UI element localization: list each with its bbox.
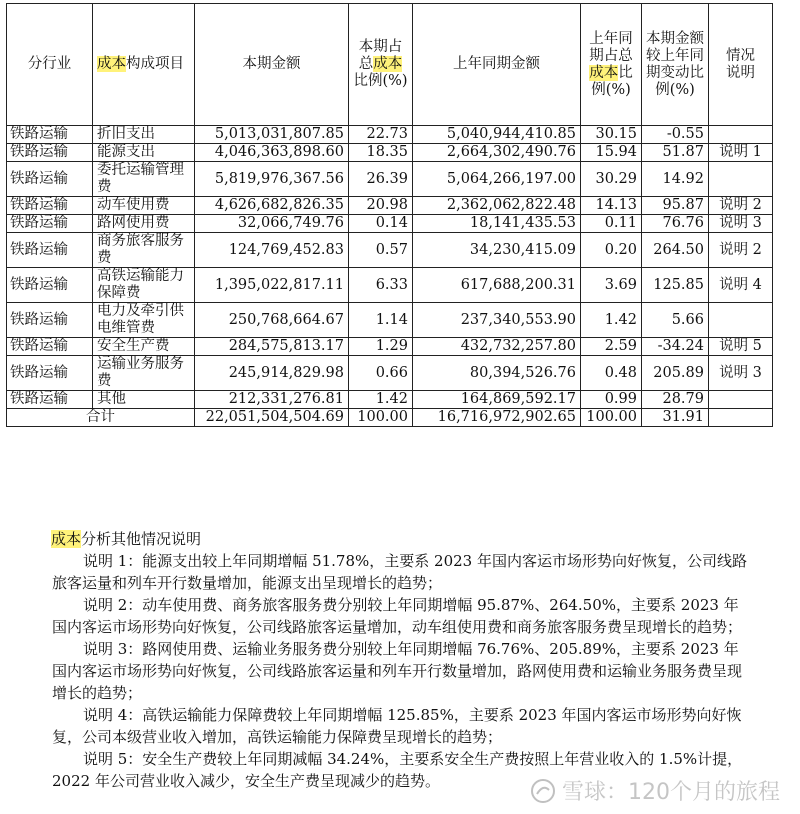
header-item: 成本构成项目 [93,4,195,126]
snowball-logo-icon [530,778,556,804]
cell-current-pct: 6.33 [349,268,413,303]
cell-prior-pct: 0.99 [581,391,642,409]
header-prior-pct: 上年同期占总成本比例(%) [581,4,642,126]
cell-current: 4,046,363,898.60 [195,144,349,162]
total-prior: 16,716,972,902.65 [413,409,581,427]
cell-item: 电力及牵引供电维管费 [93,303,195,338]
cell-current: 284,575,813.17 [195,338,349,356]
note-3: 说明 3：路网使用费、运输业务服务费分别较上年同期增幅 76.76%、205.89%，主要系 2023 年国内客运市场形势向好恢复，公司线路旅客运量和列车开行数量增加，路网使用费和运输业务服务费呈现增长的趋势； [52,640,743,702]
cell-change: 14.92 [642,162,709,197]
cell-prior: 34,230,415.09 [413,233,581,268]
total-change: 31.91 [642,409,709,427]
total-prior-pct: 100.00 [581,409,642,427]
cell-segment: 铁路运输 [7,126,93,144]
cell-segment: 铁路运输 [7,144,93,162]
note-4: 说明 4：高铁运输能力保障费较上年同期增幅 125.85%，主要系 2023 年国内客运市场形势向好恢复，公司本级营业收入增加，高铁运输能力保障费呈现增长的趋势； [52,706,742,746]
cell-current-pct: 20.98 [349,197,413,215]
cell-change: 51.87 [642,144,709,162]
note-5: 说明 5：安全生产费较上年同期减幅 34.24%，主要系安全生产费按照上年营业收入的 1.5%计提，2022 年公司营业收入减少，安全生产费呈现减少的趋势。 [52,750,743,790]
cell-current: 1,395,022,817.11 [195,268,349,303]
table-row [7,303,773,338]
cell-item: 商务旅客服务费 [93,233,195,268]
cell-current-pct: 1.14 [349,303,413,338]
cell-item: 高铁运输能力保障费 [93,268,195,303]
header-note: 情况说明 [709,4,773,126]
cell-note: 说明 5 [709,338,773,356]
cell-note: 说明 2 [709,197,773,215]
cell-change: 205.89 [642,356,709,391]
cell-prior: 18,141,435.53 [413,215,581,233]
cell-note [709,303,773,338]
cell-prior-pct: 30.15 [581,126,642,144]
cell-change: -34.24 [642,338,709,356]
table-row [7,126,773,144]
cell-prior: 617,688,200.31 [413,268,581,303]
cell-prior-pct: 0.20 [581,233,642,268]
table-row [7,144,773,162]
watermark-text: 雪球：120个月的旅程 [562,780,780,805]
header-current-pct: 本期占总成本比例(%) [349,4,413,126]
cell-segment: 铁路运输 [7,268,93,303]
cell-prior: 237,340,553.90 [413,303,581,338]
cell-prior-pct: 0.48 [581,356,642,391]
cell-current-pct: 1.42 [349,391,413,409]
cell-change: 76.76 [642,215,709,233]
cell-item: 其他 [93,391,195,409]
cell-current: 250,768,664.67 [195,303,349,338]
watermark [530,775,780,806]
table-row [7,356,773,391]
notes-title: 成本分析其他情况说明 [51,530,202,548]
cell-current-pct: 0.57 [349,233,413,268]
cell-note [709,126,773,144]
table-row [7,391,773,409]
table-total-row [7,409,773,427]
cell-change: 28.79 [642,391,709,409]
cell-prior: 5,040,944,410.85 [413,126,581,144]
table-row [7,215,773,233]
cell-segment: 铁路运输 [7,162,93,197]
table-row [7,233,773,268]
header-current: 本期金额 [195,4,349,126]
cell-change: 5.66 [642,303,709,338]
cell-segment: 铁路运输 [7,303,93,338]
total-note [709,409,773,427]
cell-current: 5,819,976,367.56 [195,162,349,197]
cell-segment: 铁路运输 [7,197,93,215]
header-segment: 分行业 [7,4,93,126]
cell-item: 安全生产费 [93,338,195,356]
cell-current-pct: 0.66 [349,356,413,391]
cell-note [709,391,773,409]
cell-prior-pct: 30.29 [581,162,642,197]
cell-note [709,162,773,197]
cell-current-pct: 0.14 [349,215,413,233]
table-row [7,197,773,215]
cell-change: -0.55 [642,126,709,144]
cell-change: 125.85 [642,268,709,303]
cell-segment: 铁路运输 [7,215,93,233]
cell-segment: 铁路运输 [7,233,93,268]
cell-item: 路网使用费 [93,215,195,233]
note-2: 说明 2：动车使用费、商务旅客服务费分别较上年同期增幅 95.87%、264.50%，主要系 2023 年国内客运市场形势向好恢复，公司线路旅客运量增加，动车组使用费和商务旅客服务费呈现增长的趋势； [52,596,743,636]
cell-prior: 2,664,302,490.76 [413,144,581,162]
cell-prior: 5,064,266,197.00 [413,162,581,197]
cell-segment: 铁路运输 [7,356,93,391]
cell-item: 折旧支出 [93,126,195,144]
cell-prior-pct: 1.42 [581,303,642,338]
cell-prior-pct: 15.94 [581,144,642,162]
total-current: 22,051,504,504.69 [195,409,349,427]
cell-current-pct: 22.73 [349,126,413,144]
cell-segment: 铁路运输 [7,391,93,409]
cell-current: 4,626,682,826.35 [195,197,349,215]
cell-current: 245,914,829.98 [195,356,349,391]
cell-note: 说明 2 [709,233,773,268]
cell-current: 124,769,452.83 [195,233,349,268]
cell-prior-pct: 3.69 [581,268,642,303]
cell-current-pct: 26.39 [349,162,413,197]
cell-item: 动车使用费 [93,197,195,215]
cell-item: 能源支出 [93,144,195,162]
cell-prior: 80,394,526.76 [413,356,581,391]
table-header-row [7,4,773,126]
cell-current-pct: 1.29 [349,338,413,356]
cell-current: 5,013,031,807.85 [195,126,349,144]
table-row [7,338,773,356]
cell-prior-pct: 0.11 [581,215,642,233]
cell-prior: 2,362,062,822.48 [413,197,581,215]
table-row [7,268,773,303]
cell-current: 212,331,276.81 [195,391,349,409]
cell-note: 说明 1 [709,144,773,162]
cost-composition-table [6,3,773,427]
cell-prior: 164,869,592.17 [413,391,581,409]
cell-segment: 铁路运输 [7,338,93,356]
cell-change: 95.87 [642,197,709,215]
cell-item: 委托运输管理费 [93,162,195,197]
header-prior: 上年同期金额 [413,4,581,126]
cell-prior-pct: 14.13 [581,197,642,215]
cell-note: 说明 4 [709,268,773,303]
cell-prior: 432,732,257.80 [413,338,581,356]
note-1: 说明 1：能源支出较上年同期增幅 51.78%，主要系 2023 年国内客运市场形势向好恢复，公司线路旅客运量和列车开行数量增加，能源支出呈现增长的趋势； [52,552,747,592]
cell-current-pct: 18.35 [349,144,413,162]
total-current-pct: 100.00 [349,409,413,427]
header-change: 本期金额较上年同期变动比例(%) [642,4,709,126]
total-label: 合计 [7,409,195,427]
cell-item: 运输业务服务费 [93,356,195,391]
cell-change: 264.50 [642,233,709,268]
cell-prior-pct: 2.59 [581,338,642,356]
cell-note: 说明 3 [709,215,773,233]
cell-note: 说明 3 [709,356,773,391]
cell-current: 32,066,749.76 [195,215,349,233]
table-row [7,162,773,197]
cost-notes [52,528,752,792]
